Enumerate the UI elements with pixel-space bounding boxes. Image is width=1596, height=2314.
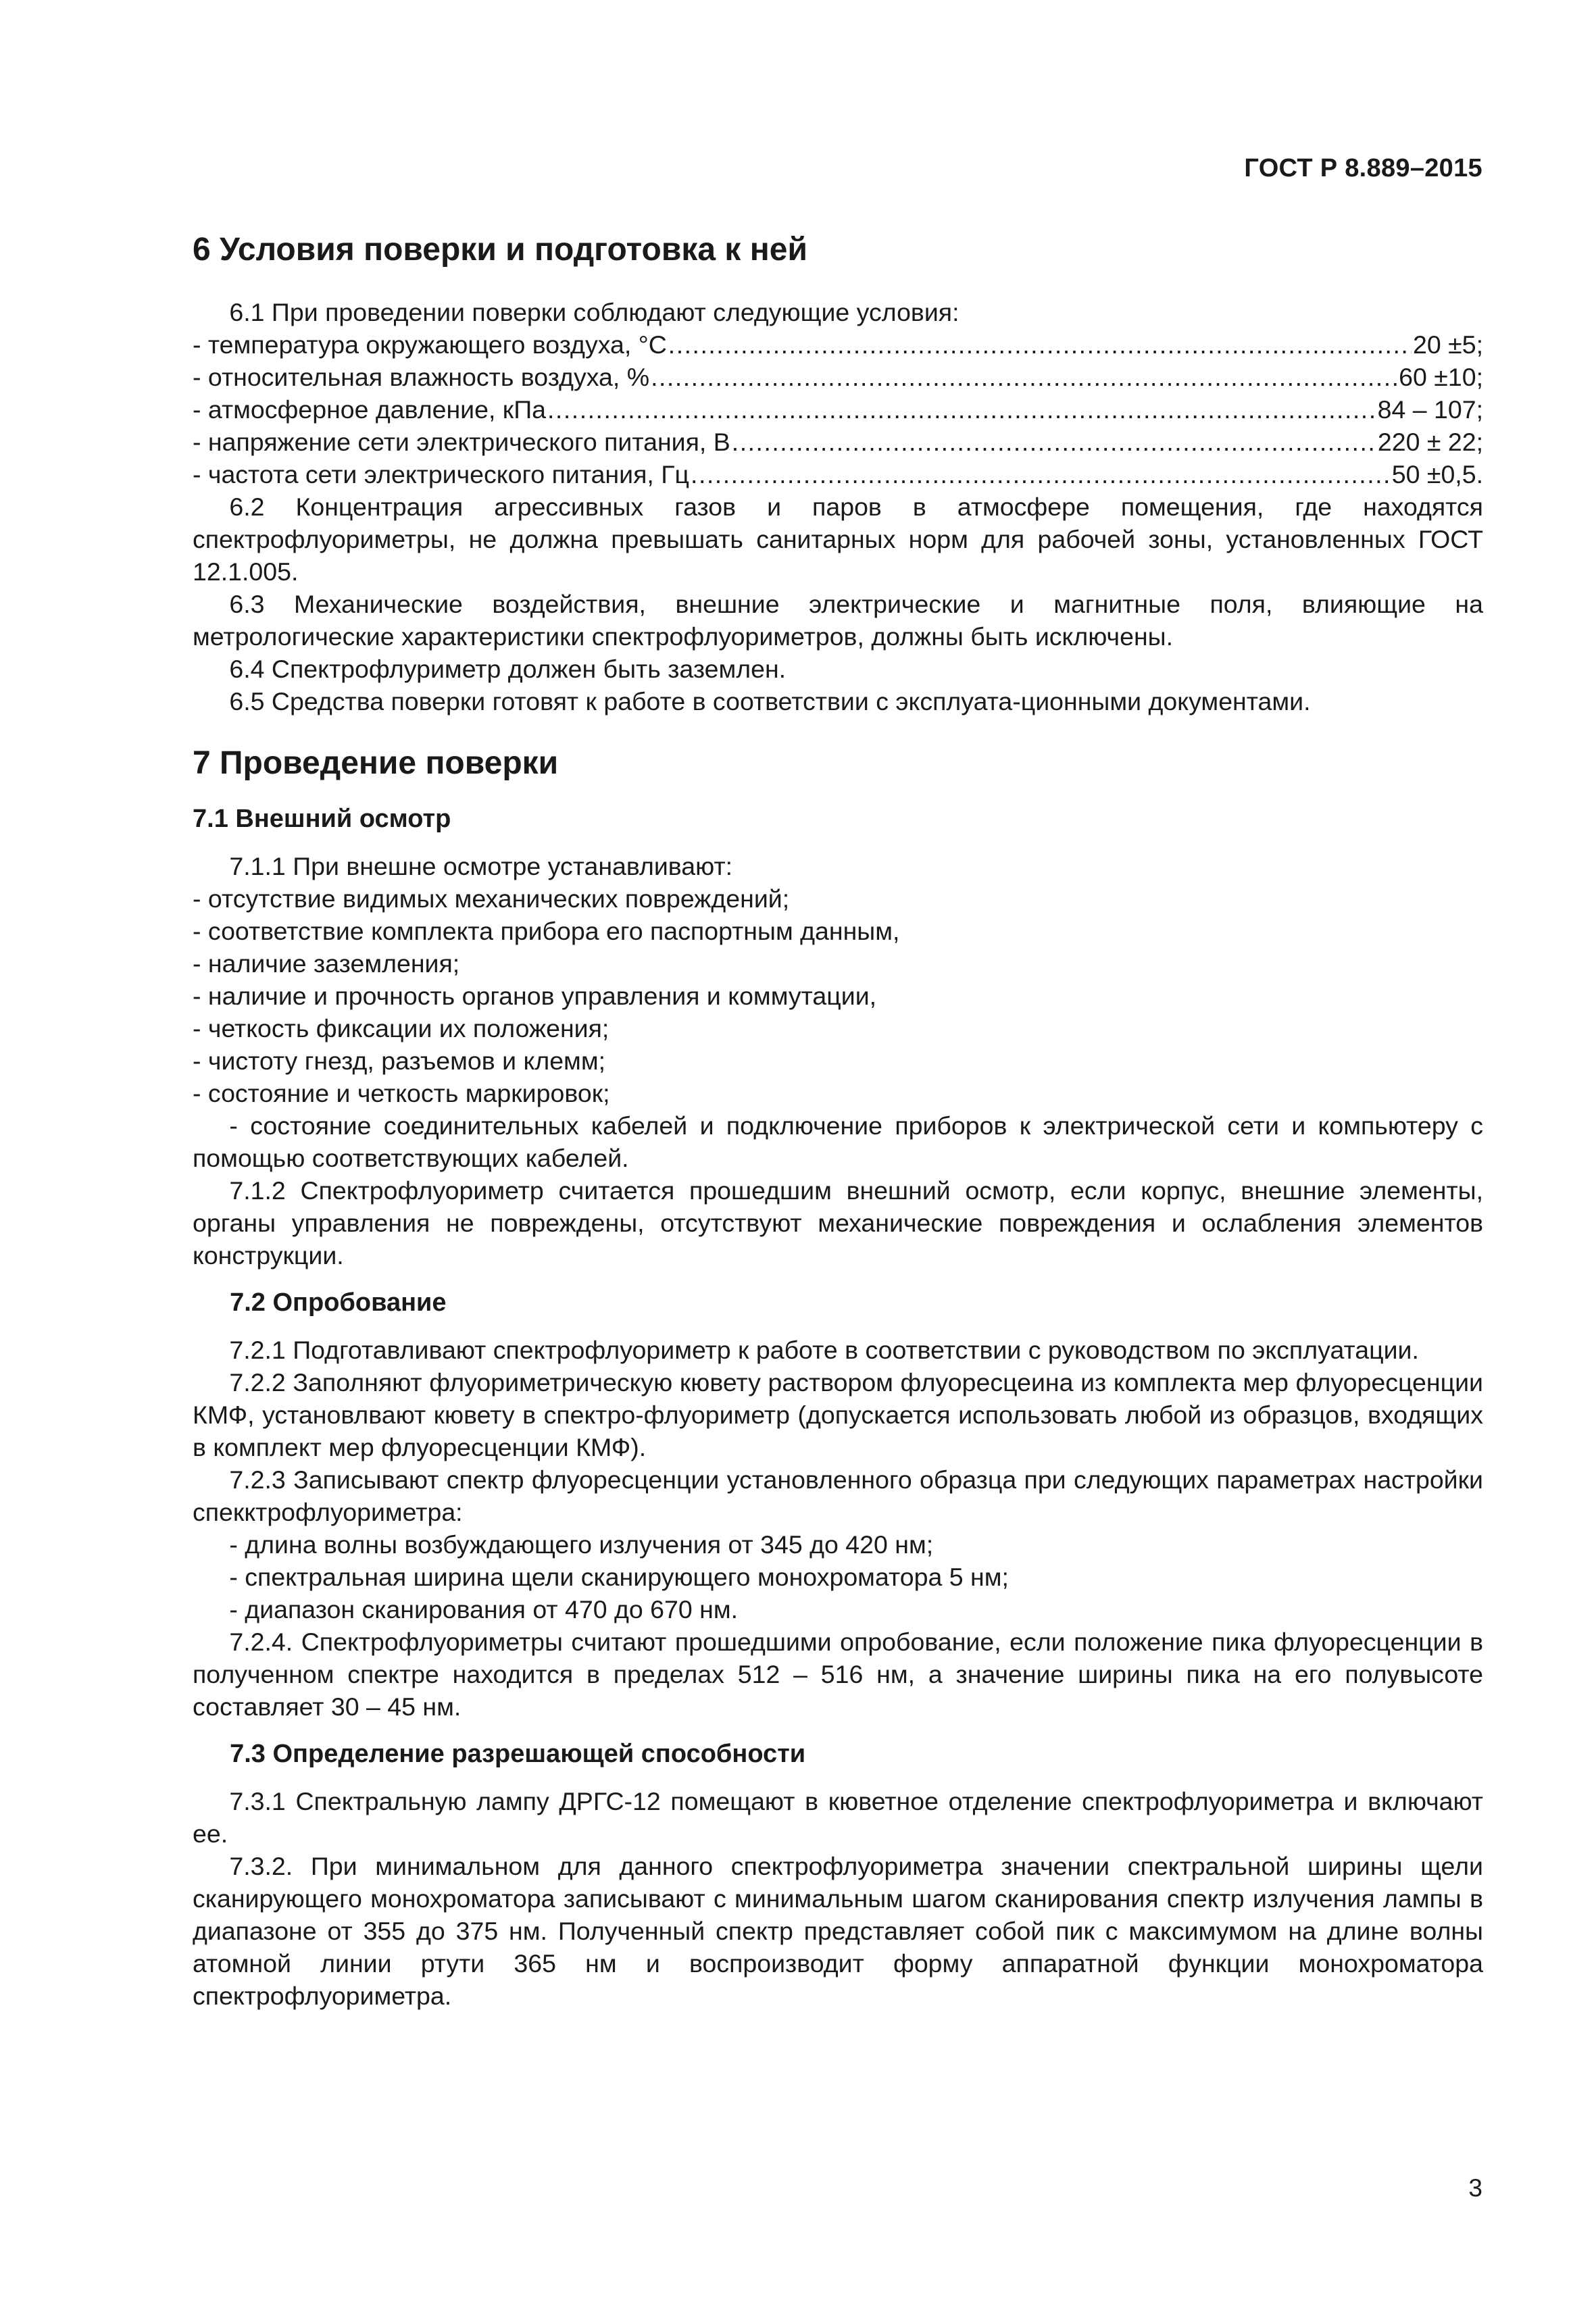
list-item: - наличие заземления; <box>193 949 460 978</box>
document-code: ГОСТ Р 8.889–2015 <box>1244 154 1482 182</box>
list-item: - спектральная ширина щели сканирующего монохроматора 5 нм; <box>229 1563 1009 1591</box>
condition-item <box>193 426 1483 458</box>
condition-value: 60 ±10; <box>1399 363 1483 391</box>
condition-item <box>193 328 1483 361</box>
dot-leader <box>547 393 1376 426</box>
section-7-title: 7 Проведение поверки <box>193 745 559 781</box>
paragraph-7-3-1: 7.3.1 Спектральную лампу ДРГС-12 помещают в кюветное отделение спектрофлуориметра и включают ее. <box>193 1787 1483 1848</box>
dot-leader <box>691 458 1391 491</box>
paragraph-6-3: 6.3 Механические воздействия, внешние электрические и магнитные поля, влияющие на метрологические характеристики спектрофлуориметров, должны быть исключены. <box>193 590 1483 651</box>
paragraph-7-1-1: 7.1.1 При внешне осмотре устанавливают: <box>229 852 733 880</box>
condition-value: 220 ± 22; <box>1377 428 1483 456</box>
condition-item <box>193 393 1483 426</box>
conditions-list <box>193 328 1483 491</box>
subsection-7-1-title: 7.1 Внешний осмотр <box>193 805 451 833</box>
condition-label: - температура окружающего воздуха, °С <box>193 330 667 359</box>
list-item: - состояние и четкость маркировок; <box>193 1079 610 1107</box>
paragraph-7-2-2: 7.2.2 Заполняют флуориметрическую кювету раствором флуоресцеина из комплекта мер флуоресценции КМФ, установлвают кювету в спектро-флуориметр (допускается использовать любой из образцов, входящих в комплект мер флуоресценции КМФ). <box>193 1368 1483 1461</box>
paragraph-6-2: 6.2 Концентрация агрессивных газов и паров в атмосфере помещения, где находятся спектрофлуориметры, не должна превышать санитарных норм для рабочей зоны, установленных ГОСТ 12.1.005. <box>193 493 1483 586</box>
inspection-list <box>193 882 1483 1174</box>
paragraph-7-2-1: 7.2.1 Подготавливают спектрофлуориметр к работе в соответствии с руководством по эксплуатации. <box>229 1336 1419 1364</box>
condition-item <box>193 458 1483 491</box>
document-body <box>193 230 1483 2012</box>
list-item: - наличие и прочность органов управления и коммутации, <box>193 982 877 1010</box>
paragraph-7-2-3: 7.2.3 Записывают спектр флуоресценции установленного образца при следующих параметрах настройки спекктрофлуориметра: <box>193 1465 1483 1526</box>
paragraph-6-4: 6.4 Спектрофлуриметр должен быть заземлен. <box>229 655 787 683</box>
list-item: - отсутствие видимых механических повреждений; <box>193 884 790 913</box>
subsection-7-2-title: 7.2 Опробование <box>230 1288 447 1317</box>
list-item: - соответствие комплекта прибора его паспортным данным, <box>193 917 900 945</box>
condition-label: - атмосферное давление, кПа <box>193 395 547 424</box>
dot-leader <box>668 328 1412 361</box>
list-item: - состояние соединительных кабелей и подключение приборов к электрической сети и компьютеру с помощью соответствующих кабелей. <box>193 1111 1483 1172</box>
paragraph-6-5: 6.5 Средства поверки готовят к работе в соответствии с эксплуата-ционными документами. <box>229 687 1311 715</box>
paragraph-7-1-2: 7.1.2 Спектрофлуориметр считается прошедшим внешний осмотр, если корпус, внешние элементы, органы управления не повреждены, отсутствуют механические повреждения и ослабления элементов конструкции. <box>193 1176 1483 1269</box>
list-item: - длина волны возбуждающего излучения от 345 до 420 нм; <box>229 1530 934 1559</box>
dot-leader <box>732 426 1376 458</box>
paragraph-7-2-4: 7.2.4. Спектрофлуориметры считают прошедшими опробование, если положение пика флуоресценции в полученном спектре находится в пределах 512 – 516 нм, а значение ширины пика на его полувысоте составляет 30 – 45 нм. <box>193 1628 1483 1721</box>
condition-label: - относительная влажность воздуха, % <box>193 363 650 391</box>
condition-label: - частота сети электрического питания, Гц <box>193 460 690 488</box>
section-6-title: 6 Условия поверки и подготовка к ней <box>193 232 807 268</box>
list-item: - диапазон сканирования от 470 до 670 нм. <box>229 1595 739 1624</box>
parameters-list <box>193 1528 1483 1626</box>
list-item: - чистоту гнезд, разъемов и клемм; <box>193 1047 606 1075</box>
condition-value: 84 – 107; <box>1377 395 1483 424</box>
page-number: 3 <box>1468 2174 1482 2202</box>
dot-leader <box>651 361 1397 393</box>
paragraph-7-3-2: 7.3.2. При минимальном для данного спектрофлуориметра значении спектральной ширины щели сканирующего монохроматора записывают с минимальным шагом сканирования спектр излучения лампы в диапазоне от 355 до 375 нм. Полученный спектр представляет собой пик с максимумом на длине волны атомной линии ртути 365 нм и воспроизводит форму аппаратной функции монохроматора спектрофлуориметра. <box>193 1852 1483 2010</box>
condition-value: 20 ±5; <box>1413 330 1483 359</box>
condition-label: - напряжение сети электрического питания, В <box>193 428 730 456</box>
condition-item <box>193 361 1483 393</box>
condition-value: 50 ±0,5. <box>1391 460 1483 488</box>
list-item: - четкость фиксации их положения; <box>193 1014 609 1042</box>
paragraph-6-1: 6.1 При проведении поверки соблюдают следующие условия: <box>229 298 959 326</box>
subsection-7-3-title: 7.3 Определение разрешающей способности <box>230 1740 806 1768</box>
